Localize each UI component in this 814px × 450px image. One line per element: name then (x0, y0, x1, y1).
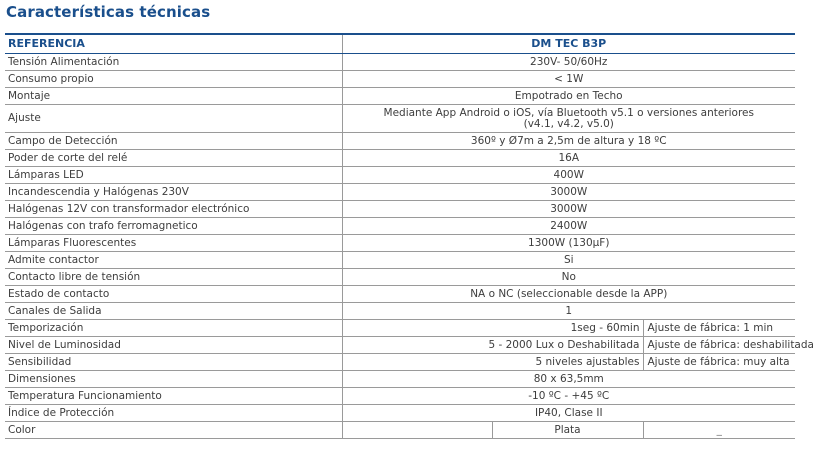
row-value: 16A (342, 150, 795, 167)
table-row (5, 286, 795, 303)
table-row (5, 167, 795, 184)
page-title: Características técnicas (6, 3, 211, 21)
table-row (5, 184, 795, 201)
row-label: Color (5, 422, 342, 439)
row-label: Índice de Protección (5, 405, 342, 422)
row-label: Sensibilidad (5, 354, 342, 371)
row-value: Si (342, 252, 795, 269)
row-label: Consumo propio (5, 71, 342, 88)
row-value: 1 (342, 303, 795, 320)
row-label: Montaje (5, 88, 342, 105)
row-label: Tensión Alimentación (5, 54, 342, 71)
row-value: 360º y Ø7m a 2,5m de altura y 18 ºC (342, 133, 795, 150)
row-label: Estado de contacto (5, 286, 342, 303)
row-value: Plata (492, 422, 643, 439)
row-value: 2400W (342, 218, 795, 235)
table-row (5, 252, 795, 269)
factory-setting: Ajuste de fábrica: deshabilitada (643, 337, 795, 354)
table-row (5, 150, 795, 167)
row-label: Nivel de Luminosidad (5, 337, 342, 354)
row-label: Lámparas LED (5, 167, 342, 184)
table-row (5, 71, 795, 88)
row-label: Temporización (5, 320, 342, 337)
table-row (5, 371, 795, 388)
table-row (5, 303, 795, 320)
row-extra: _ (643, 422, 795, 439)
row-value: 80 x 63,5mm (342, 371, 795, 388)
row-value: 400W (342, 167, 795, 184)
row-label: Canales de Salida (5, 303, 342, 320)
row-label: Incandescendia y Halógenas 230V (5, 184, 342, 201)
table-row (5, 54, 795, 71)
table-row (5, 105, 795, 133)
row-label: Campo de Detección (5, 133, 342, 150)
row-label: Poder de corte del relé (5, 150, 342, 167)
row-label: Ajuste (5, 105, 342, 133)
row-value: No (342, 269, 795, 286)
row-label: Halógenas con trafo ferromagnetico (5, 218, 342, 235)
row-value: 1300W (130μF) (342, 235, 795, 252)
row-value: 3000W (342, 201, 795, 218)
row-label: Contacto libre de tensión (5, 269, 342, 286)
row-value-line: (v4.1, v4.2, v5.0) (523, 117, 614, 130)
row-label: Halógenas 12V con transformador electrónico (5, 201, 342, 218)
factory-setting: Ajuste de fábrica: muy alta (643, 354, 795, 371)
table-row (5, 269, 795, 286)
specs-table (5, 33, 814, 439)
row-value: < 1W (342, 71, 795, 88)
table-row (5, 337, 795, 354)
table-row (5, 133, 795, 150)
header-label: REFERENCIA (5, 34, 342, 54)
row-label: Admite contactor (5, 252, 342, 269)
row-value (342, 105, 795, 133)
table-row (5, 422, 795, 439)
row-label: Lámparas Fluorescentes (5, 235, 342, 252)
row-value: -10 ºC - +45 ºC (342, 388, 795, 405)
row-value: 230V- 50/60Hz (342, 54, 795, 71)
row-label: Temperatura Funcionamiento (5, 388, 342, 405)
table-row (5, 201, 795, 218)
table-row (5, 235, 795, 252)
row-value: NA o NC (seleccionable desde la APP) (342, 286, 795, 303)
row-label: Dimensiones (5, 371, 342, 388)
row-value-line: Mediante App Android o iOS, vía Bluetooth v5.1 o versiones anteriores (383, 106, 754, 119)
row-empty-cell (342, 422, 492, 439)
row-value: 3000W (342, 184, 795, 201)
row-value: 5 niveles ajustables (342, 354, 643, 371)
row-value: IP40, Clase II (342, 405, 795, 422)
table-row (5, 405, 795, 422)
row-value: 5 - 2000 Lux o Deshabilitada (342, 337, 643, 354)
table-header (5, 34, 795, 54)
factory-setting: Ajuste de fábrica: 1 min (643, 320, 795, 337)
row-value: 1seg - 60min (342, 320, 643, 337)
table-row (5, 388, 795, 405)
row-value: Empotrado en Techo (342, 88, 795, 105)
table-row (5, 320, 795, 337)
header-value: DM TEC B3P (342, 34, 795, 54)
table-row (5, 354, 795, 371)
table-row (5, 218, 795, 235)
table-row (5, 88, 795, 105)
